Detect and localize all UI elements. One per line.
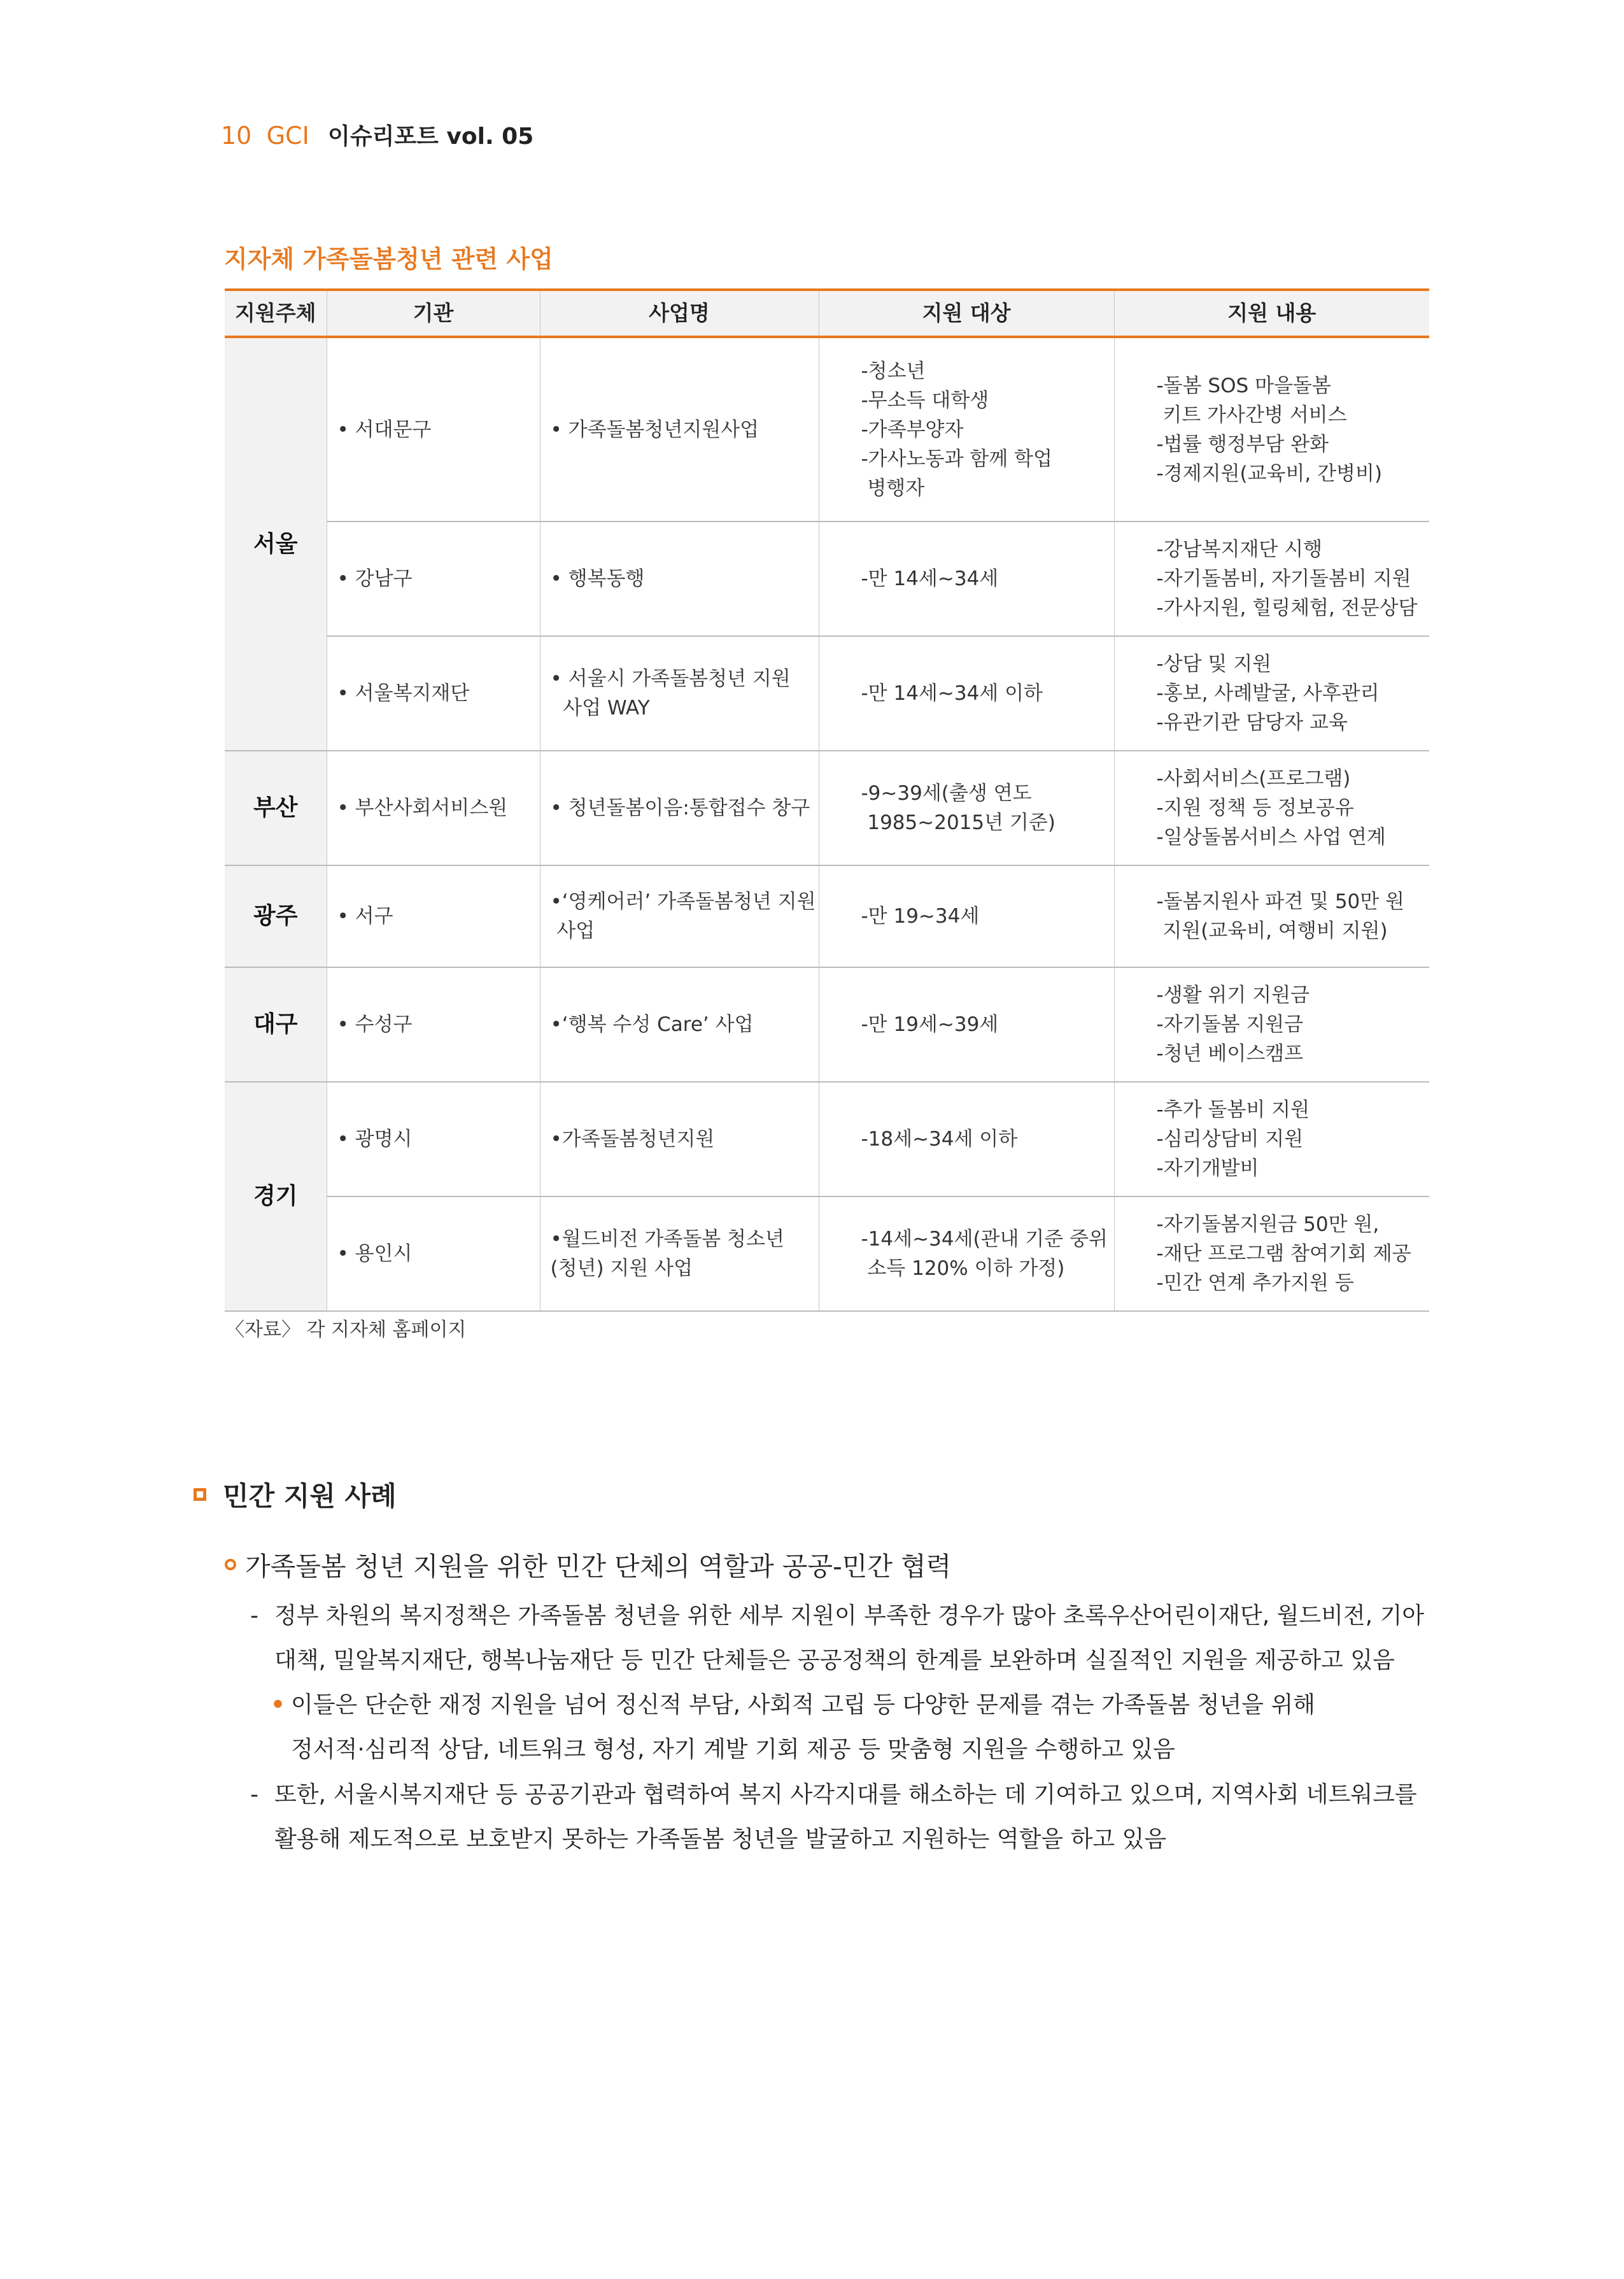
project-cell-line: • 서울시 가족돌봄청년 지원	[550, 667, 791, 690]
project-cell	[540, 636, 819, 751]
target-cell	[819, 337, 1114, 522]
project-cell-line: 사업	[550, 919, 595, 942]
project-cell-line: •월드비전 가족돌봄 청소년	[550, 1228, 784, 1251]
support-cell-line: 키트 가사간병 서비스	[1156, 403, 1347, 427]
project-cell-line: •‘영케어러’ 가족돌봄청년 지원	[550, 890, 816, 913]
column-header: 지원주체	[225, 290, 327, 337]
org-cell: • 수성구	[327, 967, 540, 1082]
table-source: 〈자료〉 각 지자체 홈페이지	[225, 1319, 467, 1341]
project-cell-line: (청년) 지원 사업	[550, 1257, 693, 1280]
support-cell-line: -경제지원(교육비, 간병비)	[1156, 462, 1383, 485]
support-cell-line: -민간 연계 추가지원 등	[1156, 1272, 1354, 1295]
org-cell: • 서울복지재단	[327, 636, 540, 751]
support-cell-line: -자기돌봄 지원금	[1156, 1013, 1304, 1036]
target-cell-line: 병행자	[861, 476, 925, 500]
target-cell	[819, 751, 1114, 865]
org-cell: • 강남구	[327, 522, 540, 636]
support-cell-line: -생활 위기 지원금	[1156, 984, 1310, 1007]
support-cell-line: -돌봄 SOS 마을돌봄	[1156, 374, 1331, 397]
target-cell-line: -18세~34세 이하	[861, 1128, 1018, 1151]
target-cell-line: 소득 120% 이하 가정)	[861, 1257, 1065, 1280]
support-cell-line: -자기개발비	[1156, 1157, 1259, 1180]
support-cell-line: -유관기관 담당자 교육	[1156, 711, 1348, 734]
support-cell	[1114, 1196, 1429, 1311]
table-row	[225, 967, 1429, 1082]
support-cell-line: -재단 프로그램 참여기회 제공	[1156, 1242, 1411, 1265]
target-cell-line: -만 19~34세	[861, 905, 980, 928]
paragraph-2	[250, 1773, 1417, 1862]
support-cell-line: -자기돌봄비, 자기돌봄비 지원	[1156, 567, 1411, 590]
paragraph-line: 활용해 제도적으로 보호받지 못하는 가족돌봄 청년을 발굴하고 지원하는 역할을 하고 있음	[274, 1826, 1167, 1852]
target-cell	[819, 522, 1114, 636]
page-header	[221, 118, 533, 151]
target-cell-line: 1985~2015년 기준)	[861, 811, 1056, 834]
project-cell-line: • 가족돌봄청년지원사업	[550, 418, 759, 441]
project-cell-line: • 행복동행	[550, 567, 645, 590]
paragraph-1	[250, 1594, 1424, 1683]
dash-marker: -	[250, 1603, 258, 1629]
target-cell-line: -만 19세~39세	[861, 1013, 999, 1036]
support-cell-line: -심리상담비 지원	[1156, 1128, 1304, 1151]
target-cell	[819, 636, 1114, 751]
dash-marker: -	[250, 1782, 258, 1808]
org-cell: • 부산사회서비스원	[327, 751, 540, 865]
paragraph-line: 대책, 밀알복지재단, 행복나눔재단 등 민간 단체들은 공공정책의 한계를 보완하며 실질적인 지원을 제공하고 있음	[274, 1647, 1395, 1673]
target-cell-line: -가족부양자	[861, 418, 964, 441]
subsection-title-text: 가족돌봄 청년 지원을 위한 민간 단체의 역할과 공공-민간 협력	[245, 1551, 952, 1582]
project-cell-line: •‘행복 수성 Care’ 사업	[550, 1013, 754, 1036]
column-header: 지원 내용	[1114, 290, 1429, 337]
support-cell	[1114, 636, 1429, 751]
page-number: 10	[221, 122, 252, 150]
region-cell: 광주	[225, 865, 327, 967]
support-cell	[1114, 337, 1429, 522]
section-title-text: 민간 지원 사례	[223, 1480, 397, 1512]
support-cell	[1114, 1082, 1429, 1196]
target-cell-line: -가사노동과 함께 학업	[861, 447, 1052, 471]
region-cell: 부산	[225, 751, 327, 865]
target-cell	[819, 865, 1114, 967]
project-cell-line: 사업 WAY	[550, 697, 650, 720]
target-cell	[819, 1196, 1114, 1311]
project-cell	[540, 1196, 819, 1311]
support-cell-line: -돌봄지원사 파견 및 50만 원	[1156, 890, 1405, 913]
org-cell: • 서구	[327, 865, 540, 967]
region-cell: 서울	[225, 337, 327, 751]
project-cell-line: •가족돌봄청년지원	[550, 1128, 715, 1151]
target-cell-line: -9~39세(출생 연도	[861, 782, 1032, 805]
support-cell-line: -상담 및 지원	[1156, 653, 1272, 676]
target-cell	[819, 967, 1114, 1082]
support-cell-line: 지원(교육비, 여행비 지원)	[1156, 919, 1388, 942]
support-cell-line: -청년 베이스캠프	[1156, 1042, 1304, 1065]
table-caption: 지자체 가족돌봄청년 관련 사업	[224, 245, 553, 273]
circle-marker-icon	[225, 1559, 236, 1570]
region-cell: 대구	[225, 967, 327, 1082]
target-cell-line: -만 14세~34세	[861, 567, 999, 590]
target-cell	[819, 1082, 1114, 1196]
table-row	[225, 337, 1429, 522]
project-cell	[540, 337, 819, 522]
column-header: 기관	[327, 290, 540, 337]
project-cell-line: • 청년돌봄이음:통합접수 창구	[550, 797, 810, 820]
section-title	[194, 1475, 397, 1514]
table-row	[225, 1082, 1429, 1196]
support-cell-line: -홍보, 사례발굴, 사후관리	[1156, 682, 1380, 705]
target-cell-line: -무소득 대학생	[861, 388, 989, 412]
support-cell-line: -일상돌봄서비스 사업 연계	[1156, 826, 1386, 849]
brand-name: GCI	[266, 122, 309, 150]
paragraph-line: 또한, 서울시복지재단 등 공공기관과 협력하여 복지 사각지대를 해소하는 데 기여하고 있으며, 지역사회 네트워크를	[274, 1782, 1417, 1808]
table-row	[225, 522, 1429, 636]
square-marker-icon	[194, 1488, 206, 1501]
support-cell-line: -자기돌봄지원금 50만 원,	[1156, 1213, 1380, 1236]
project-cell	[540, 522, 819, 636]
project-cell	[540, 865, 819, 967]
paragraph-line: 정부 차원의 복지정책은 가족돌봄 청년을 위한 세부 지원이 부족한 경우가 많아 초록우산어린이재단, 월드비전, 기아	[274, 1603, 1425, 1629]
subsection-title	[225, 1545, 951, 1583]
org-cell: • 서대문구	[327, 337, 540, 522]
project-cell	[540, 967, 819, 1082]
org-cell: • 용인시	[327, 1196, 540, 1311]
table-header-row	[225, 290, 1429, 337]
table-row	[225, 865, 1429, 967]
target-cell-line: -청소년	[861, 359, 926, 383]
support-cell	[1114, 865, 1429, 967]
support-cell-line: -가사지원, 힐링체험, 전문상담	[1156, 597, 1418, 620]
bullet-item	[271, 1683, 1315, 1772]
paragraph-line: 정서적·심리적 상담, 네트워크 형성, 자기 계발 기회 제공 등 맞춤형 지원을 수행하고 있음	[291, 1736, 1175, 1763]
bullet-marker: •	[271, 1692, 286, 1718]
program-table	[225, 288, 1429, 1312]
report-title: 이슈리포트 vol. 05	[328, 124, 534, 150]
column-header: 지원 대상	[819, 290, 1114, 337]
support-cell-line: -추가 돌봄비 지원	[1156, 1098, 1310, 1121]
project-cell	[540, 1082, 819, 1196]
target-cell-line: -만 14세~34세 이하	[861, 682, 1043, 705]
support-cell	[1114, 967, 1429, 1082]
table-row	[225, 636, 1429, 751]
paragraph-line: 이들은 단순한 재정 지원을 넘어 정신적 부담, 사회적 고립 등 다양한 문제를 겪는 가족돌봄 청년을 위해	[291, 1692, 1315, 1718]
support-cell-line: -지원 정책 등 정보공유	[1156, 797, 1354, 820]
support-cell	[1114, 751, 1429, 865]
column-header: 사업명	[540, 290, 819, 337]
support-cell-line: -사회서비스(프로그램)	[1156, 767, 1351, 790]
org-cell: • 광명시	[327, 1082, 540, 1196]
support-cell	[1114, 522, 1429, 636]
table-row	[225, 751, 1429, 865]
project-cell	[540, 751, 819, 865]
support-cell-line: -강남복지재단 시행	[1156, 538, 1323, 561]
support-cell-line: -법률 행정부담 완화	[1156, 432, 1329, 456]
table-row	[225, 1196, 1429, 1311]
target-cell-line: -14세~34세(관내 기준 중위	[861, 1228, 1108, 1251]
region-cell: 경기	[225, 1082, 327, 1311]
